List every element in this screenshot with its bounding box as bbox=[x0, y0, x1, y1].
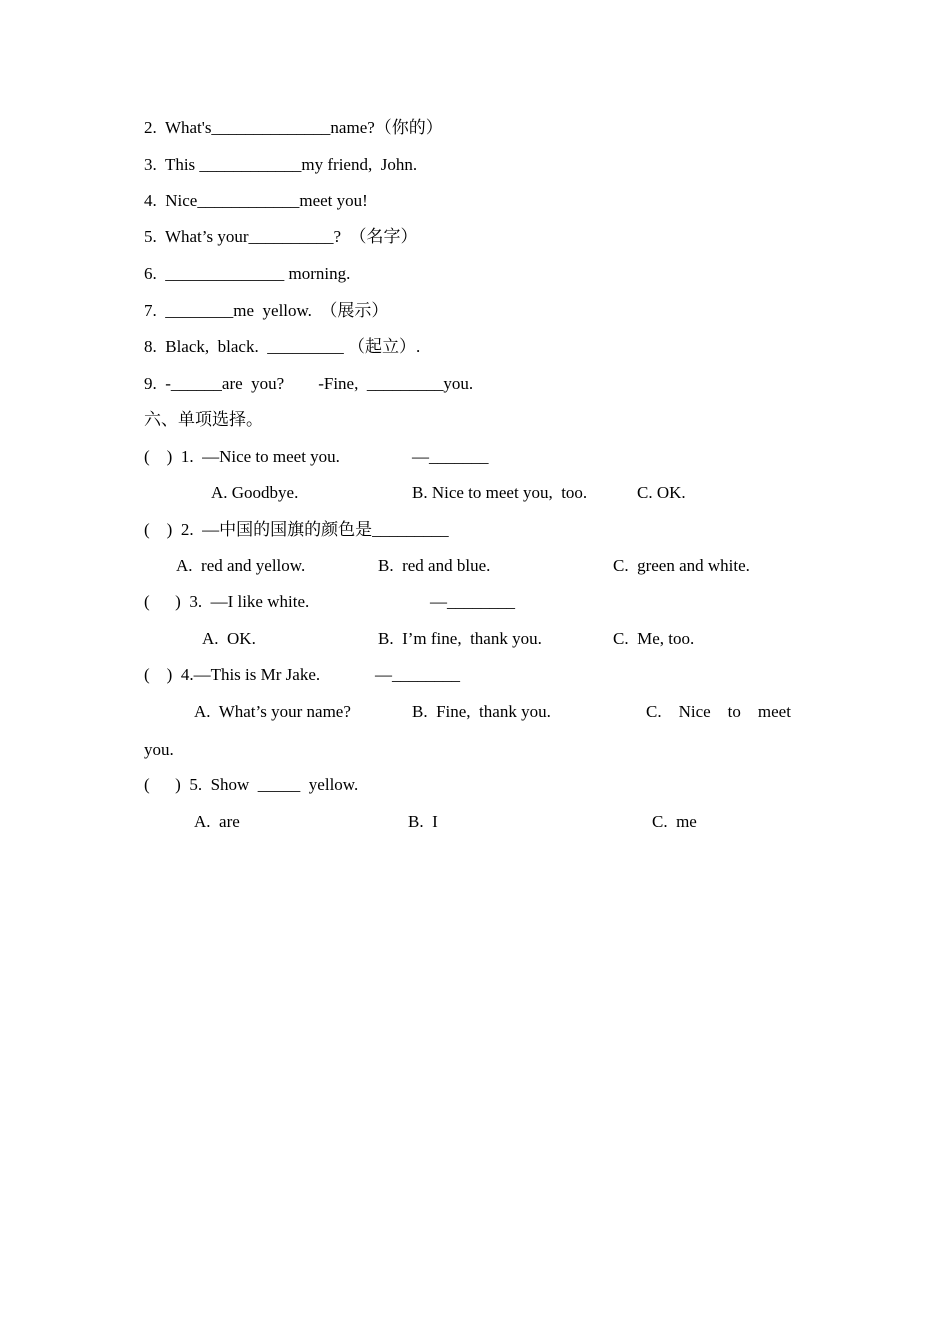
section-title: 六、单项选择。 bbox=[144, 410, 263, 429]
question-1-stem: ( ) 1. —Nice to meet you. bbox=[144, 447, 340, 466]
question-2-stem: ( ) 2. —中国的国旗的颜色是_________ bbox=[144, 520, 449, 539]
question-5-stem: ( ) 5. Show _____ yellow. bbox=[144, 775, 359, 794]
question-5-option-a: A. are bbox=[194, 812, 240, 831]
question-3-option-a: A. OK. bbox=[202, 629, 256, 648]
question-4-option-a: A. What’s your name? bbox=[194, 702, 351, 721]
question-3-option-c: C. Me, too. bbox=[613, 629, 695, 648]
fill-in-item-7: 7. ________me yellow. （展示） bbox=[144, 301, 389, 320]
question-3-option-b: B. I’m fine, thank you. bbox=[378, 629, 542, 648]
fill-in-item-6: 6. ______________ morning. bbox=[144, 264, 351, 283]
question-1-option-a: A. Goodbye. bbox=[211, 483, 299, 502]
question-4-option-c-continuation: you. bbox=[144, 740, 174, 759]
question-2-option-b: B. red and blue. bbox=[378, 556, 491, 575]
question-1-option-b: B. Nice to meet you, too. bbox=[412, 483, 588, 502]
question-1-answer-blank: —_______ bbox=[412, 447, 489, 466]
fill-in-item-4: 4. Nice____________meet you! bbox=[144, 191, 368, 210]
fill-in-item-8: 8. Black, black. _________ （起立）. bbox=[144, 337, 421, 356]
fill-in-item-9: 9. -______are you? -Fine, _________you. bbox=[144, 374, 474, 393]
question-3-answer-blank: —________ bbox=[430, 592, 515, 611]
question-2-option-c: C. green and white. bbox=[613, 556, 750, 575]
question-5-option-b: B. I bbox=[408, 812, 438, 831]
question-2-option-a: A. red and yellow. bbox=[176, 556, 306, 575]
question-4-answer-blank: —________ bbox=[375, 665, 460, 684]
question-1-option-c: C. OK. bbox=[637, 483, 686, 502]
fill-in-item-3: 3. This ____________my friend, John. bbox=[144, 155, 418, 174]
question-4-option-b: B. Fine, thank you. bbox=[412, 702, 551, 721]
fill-in-item-2: 2. What's______________name?（你的） bbox=[144, 118, 443, 137]
question-5-option-c: C. me bbox=[652, 812, 697, 831]
fill-in-item-5: 5. What’s your__________? （名字） bbox=[144, 227, 418, 246]
question-4-stem: ( ) 4.—This is Mr Jake. bbox=[144, 665, 321, 684]
question-3-stem: ( ) 3. —I like white. bbox=[144, 592, 310, 611]
question-4-option-c: C. Nice to meet bbox=[646, 702, 791, 721]
